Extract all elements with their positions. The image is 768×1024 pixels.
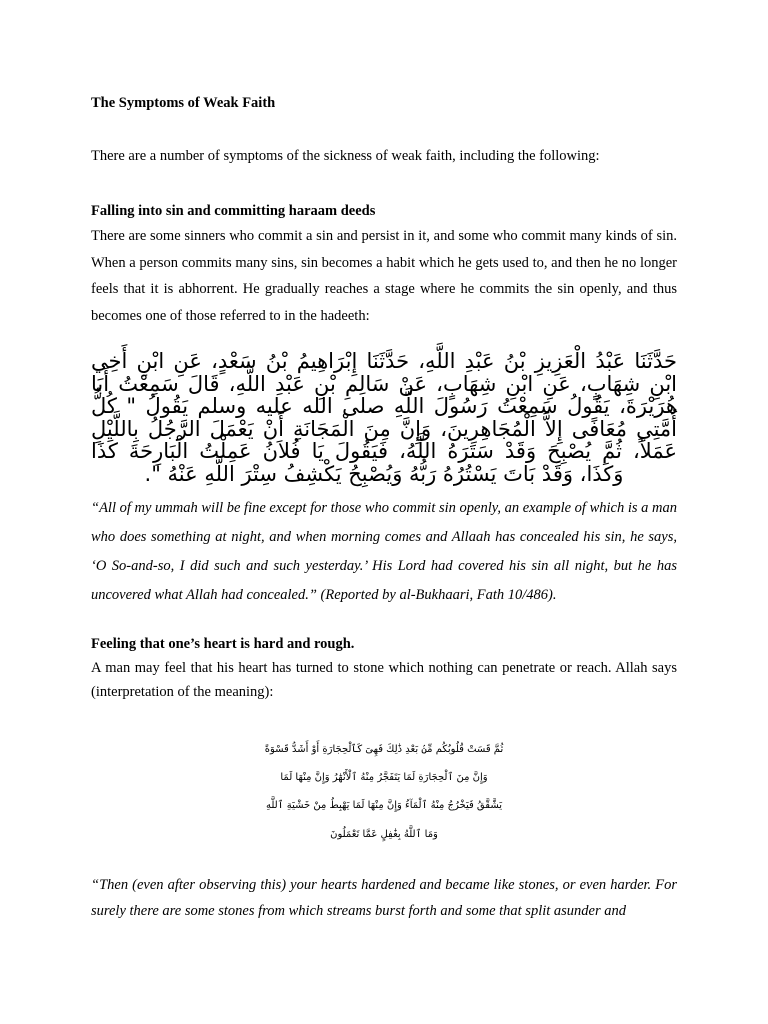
intro-paragraph: There are a number of symptoms of the sickness of weak faith, including the following: (91, 148, 600, 164)
section-heading-hard-heart: Feeling that one’s heart is hard and rough. (91, 636, 355, 652)
hadith-translation-quote: “All of my ummah will be fine except for those who commit sin openly, an example of which is a man who does something at night, and when morning comes and Allaah has concealed his sin, he says, ‘O So-and-so, I did such and such yesterday.’ His Lord had covered his sin all night, but he has uncovered what Allah had concealed.” (Reported by al-Bukhaari, Fath 10/486). (91, 500, 677, 603)
verse-line: وَإِنَّ مِنَ ٱلْحِجَارَةِ لَمَا يَتَفَجَّرُ مِنْهُ ٱلْأَنْهَٰرُ وَإِنَّ مِنْهَا لَمَا (280, 772, 488, 784)
verse-line: يَشَّقَّقُ فَيَخْرُجُ مِنْهُ ٱلْمَآءُ وَإِنَّ مِنْهَا لَمَا يَهْبِطُ مِنْ خَشْيَةِ ٱللَّهِ (265, 800, 503, 812)
verse-line: وَمَا ٱللَّهُ بِغَٰفِلٍ عَمَّا تَعْمَلُونَ (330, 828, 438, 840)
section-heading-sin: Falling into sin and committing haraam deeds (91, 203, 376, 219)
section-body-sin: There are some sinners who commit a sin and persist in it, and some who commit many kinds of sin. When a person commits many sins, sin becomes a habit which he gets used to, and then he no longer feels that it is abhorrent. He gradually reaches a stage where he commits the sin openly, and thus becomes one of those referred to in the hadeeth: (91, 228, 677, 325)
verse-line: ثُمَّ قَسَتْ قُلُوبُكُم مِّنۢ بَعْدِ ذَٰلِكَ فَهِىَ كَٱلْحِجَارَةِ أَوْ أَشَدُّ قَسْوَةً (264, 744, 504, 755)
arabic-hadith: حَدَّثَنَا عَبْدُ الْعَزِيزِ بْنُ عَبْدِ اللَّهِ، حَدَّثَنَا إِبْرَاهِيمُ بْنُ سَعْدٍ، عَنِ ابْنِ أَخِي ابْنِ شِهَابٍ، عَنِ ابْنِ شِهَابٍ، عَنْ سَالِمِ بْنِ عَبْدِ اللَّهِ، قَالَ سَمِعْتُ أَبَا هُرَيْرَةَ، يَقُولُ سَمِعْتُ رَسُولَ اللَّهِ صلى الله عليه وسلم يَقُولُ " كُلُّ أُمَّتِي مُعَافًى إِلاَّ الْمُجَاهِرِينَ، وَإِنَّ مِنَ الْمَجَانَةِ أَنْ يَعْمَلَ الرَّجُلُ بِاللَّيْلِ عَمَلاً، ثُمَّ يُصْبِحَ وَقَدْ سَتَرَهُ اللَّهُ، فَيَقُولَ يَا فُلاَنُ عَمِلْتُ الْبَارِحَةَ كَذَا وَكَذَا، وَقَدْ بَاتَ يَسْتُرُهُ رَبُّهُ وَيُصْبِحُ يَكْشِفُ سِتْرَ اللَّهِ عَنْهُ ". (91, 349, 677, 486)
verse-translation-quote: “Then (even after observing this) your hearts hardened and became like stones, or even harder. For surely there are some stones from which streams burst forth and some that split asunder and (91, 877, 677, 919)
section-body-hard-heart: A man may feel that his heart has turned to stone which nothing can penetrate or reach. Allah says (interpretation of the meaning): (91, 660, 677, 700)
page-title: The Symptoms of Weak Faith (91, 95, 276, 111)
quran-verse (240, 736, 528, 849)
